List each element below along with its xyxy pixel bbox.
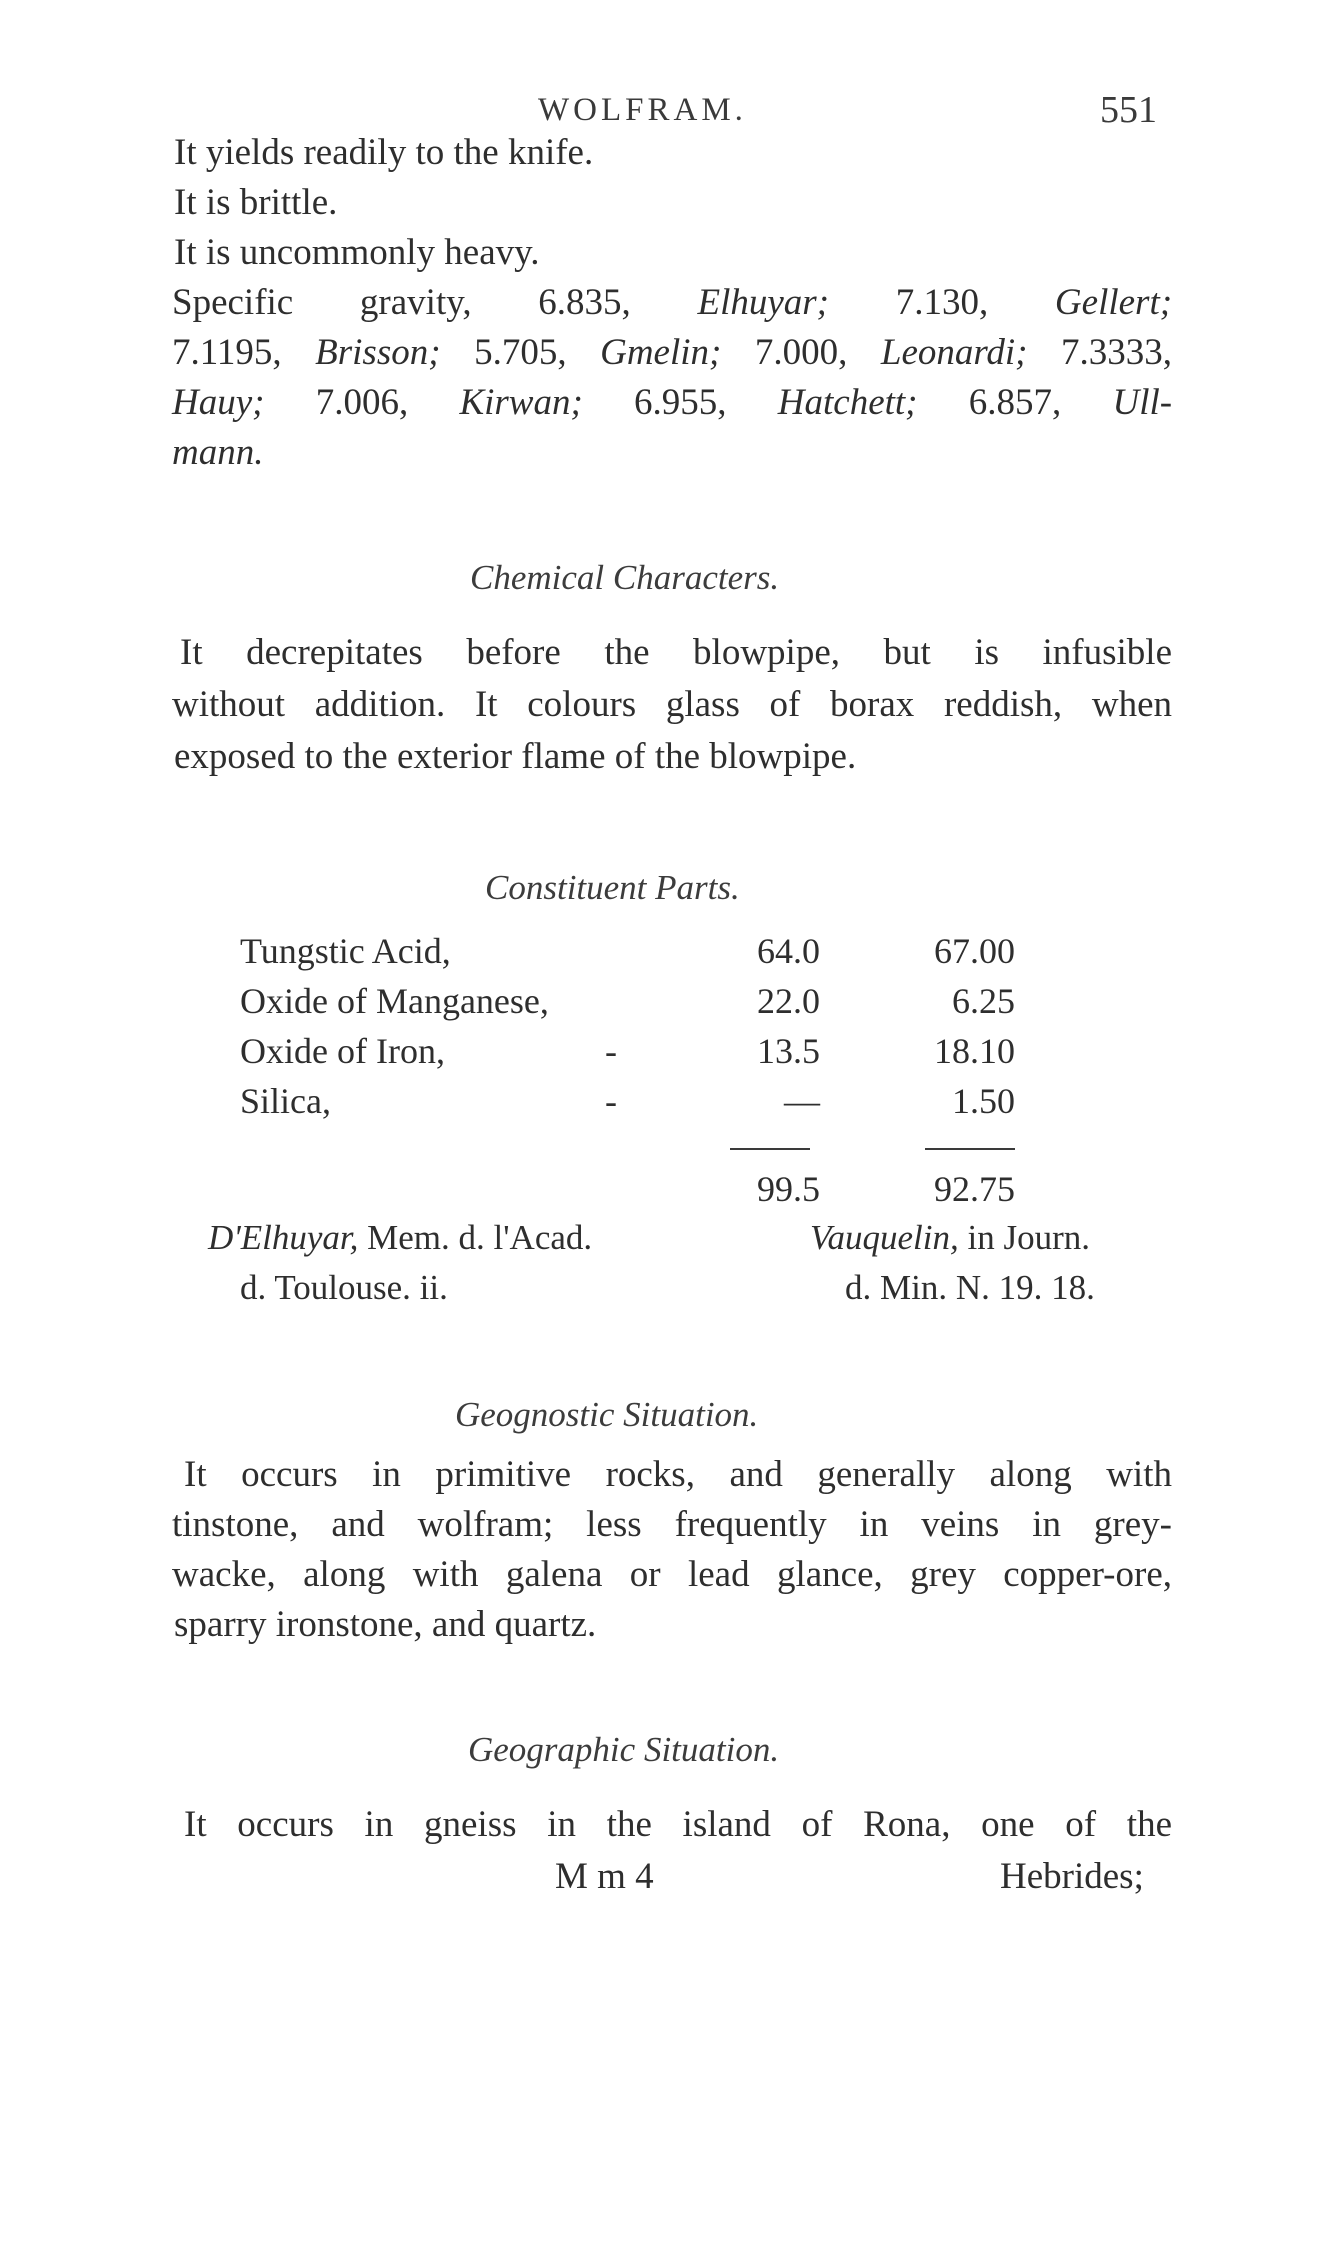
specific-gravity-line-1 bbox=[172, 278, 1172, 328]
sg-value: 7.000, bbox=[754, 332, 848, 373]
sg-authority: Leonardi; bbox=[880, 332, 1028, 373]
total-elhuyar: 99.5 bbox=[757, 1169, 820, 1209]
source-author: D'Elhuyar, bbox=[208, 1218, 359, 1257]
constituent-name: Oxide of Manganese, bbox=[240, 981, 549, 1021]
body-line: tinstone, and wolfram; less frequently in veins in grey- bbox=[172, 1504, 1172, 1545]
sum-rule bbox=[925, 1148, 1015, 1150]
sg-lead: Specific gravity, bbox=[172, 282, 472, 323]
value-vauquelin: 1.50 bbox=[952, 1081, 1015, 1121]
sg-value: 7.3333, bbox=[1061, 332, 1173, 373]
sg-authority: mann. bbox=[172, 432, 264, 473]
body-line: It is brittle. bbox=[174, 182, 338, 223]
sg-value: 6.955, bbox=[634, 382, 727, 423]
sg-value: 7.006, bbox=[315, 382, 409, 423]
body-line: exposed to the exterior flame of the blowpipe. bbox=[174, 736, 857, 777]
total-vauquelin: 92.75 bbox=[934, 1169, 1015, 1209]
source-vauquelin-line-2: d. Min. N. 19. 18. bbox=[845, 1268, 1095, 1307]
leader-dash: - bbox=[605, 1031, 617, 1071]
source-vauquelin bbox=[810, 1218, 1090, 1258]
source-elhuyar-line-2: d. Toulouse. ii. bbox=[240, 1268, 448, 1307]
sum-rule bbox=[730, 1148, 810, 1150]
sg-authority: Kirwan; bbox=[459, 382, 583, 423]
specific-gravity-line-3 bbox=[172, 378, 1172, 428]
body-line: It yields readily to the knife. bbox=[174, 132, 594, 173]
sg-authority: Elhuyar; bbox=[697, 282, 830, 323]
source-reference: in Journ. bbox=[967, 1218, 1090, 1257]
specific-gravity-line-4 bbox=[172, 428, 263, 478]
value-elhuyar: 13.5 bbox=[757, 1031, 820, 1071]
sg-value: 6.857, bbox=[968, 382, 1062, 423]
source-author: Vauquelin, bbox=[810, 1218, 959, 1257]
specific-gravity-line-2 bbox=[172, 328, 1172, 378]
section-heading-chemical: Chemical Characters. bbox=[470, 558, 780, 597]
sg-value: 6.835, bbox=[538, 282, 631, 323]
constituent-name: Tungstic Acid, bbox=[240, 931, 451, 971]
sg-authority: Gmelin; bbox=[600, 332, 722, 373]
body-line: It decrepitates before the blowpipe, but is infusible bbox=[180, 632, 1172, 673]
sg-authority: Ull- bbox=[1112, 382, 1173, 423]
leader-dash: - bbox=[605, 1081, 617, 1121]
body-line: It is uncommonly heavy. bbox=[174, 232, 540, 273]
body-line: sparry ironstone, and quartz. bbox=[174, 1604, 597, 1645]
body-line: It occurs in primitive rocks, and generally along with bbox=[184, 1454, 1172, 1495]
constituent-name: Oxide of Iron, bbox=[240, 1031, 445, 1071]
value-vauquelin: 18.10 bbox=[934, 1031, 1015, 1071]
sg-authority: Gellert; bbox=[1054, 282, 1173, 323]
sg-value: 7.130, bbox=[895, 282, 989, 323]
sg-value: 7.1195, bbox=[172, 332, 282, 373]
constituent-name: Silica, bbox=[240, 1081, 331, 1121]
source-elhuyar bbox=[208, 1218, 592, 1258]
running-header-title: WOLFRAM. bbox=[538, 92, 747, 128]
body-line: without addition. It colours glass of borax reddish, when bbox=[172, 684, 1172, 725]
sg-authority: Brisson; bbox=[315, 332, 441, 373]
section-heading-geognostic: Geognostic Situation. bbox=[455, 1395, 759, 1434]
value-elhuyar: 64.0 bbox=[757, 931, 820, 971]
body-line: It occurs in gneiss in the island of Rona, one of the bbox=[184, 1804, 1172, 1845]
signature-mark: M m 4 bbox=[555, 1856, 654, 1897]
body-line: wacke, along with galena or lead glance, grey copper-ore, bbox=[172, 1554, 1172, 1595]
section-heading-constituents: Constituent Parts. bbox=[485, 868, 740, 907]
source-reference: Mem. d. l'Acad. bbox=[367, 1218, 593, 1257]
section-heading-geographic: Geographic Situation. bbox=[468, 1730, 780, 1769]
sg-value: 5.705, bbox=[474, 332, 567, 373]
value-elhuyar: — bbox=[784, 1081, 820, 1121]
catchword: Hebrides; bbox=[1000, 1856, 1144, 1897]
value-elhuyar: 22.0 bbox=[757, 981, 820, 1021]
sg-authority: Hatchett; bbox=[777, 382, 918, 423]
value-vauquelin: 6.25 bbox=[952, 981, 1015, 1021]
sg-authority: Hauy; bbox=[172, 382, 265, 423]
page-number: 551 bbox=[1100, 89, 1157, 131]
value-vauquelin: 67.00 bbox=[934, 931, 1015, 971]
